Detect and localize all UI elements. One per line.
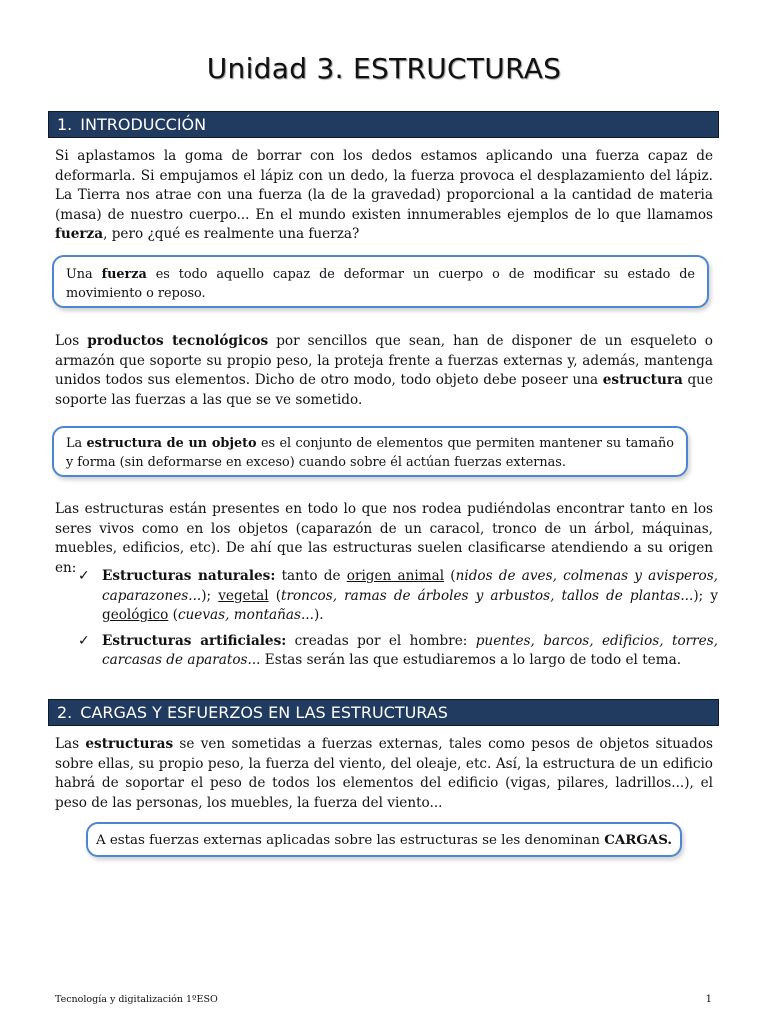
page-title: Unidad 3. ESTRUCTURAS: [206, 52, 562, 85]
text-run: Estas serán las que estudiaremos a lo largo de todo el tema.: [260, 652, 682, 668]
text-run: ); y: [693, 587, 719, 604]
intro-paragraph-1: [55, 147, 713, 245]
section-2-header: [48, 699, 719, 726]
section-1-header: [48, 111, 719, 138]
text-run: Si aplastamos la goma de borrar con los dedos estamos aplicando una fuerza capaz de deformarla. Si empujamos el lápiz con un dedo, la fuerza provoca el desplazamiento del lápiz. La Tierra nos atrae con una fuerza (la de la gravedad) proporcional a la cantidad de materia (masa) de nuestro cuerpo... En el mundo existen innumerables ejemplos de lo que llamamos: [55, 148, 713, 223]
bold-term: Estructuras artificiales:: [102, 632, 287, 649]
text-run: (: [168, 607, 178, 623]
bold-term: fuerza: [101, 267, 147, 282]
bold-term: CARGAS.: [604, 832, 673, 848]
italic-examples: puentes, barcos, edificios, torres, carcasas de aparatos...: [102, 632, 718, 668]
text-run: Los: [55, 333, 88, 349]
checkmark-icon: ✓: [78, 568, 90, 584]
text-run: creadas por el hombre:: [286, 632, 476, 649]
bold-term: Estructuras naturales:: [102, 568, 276, 584]
text-run: por sencillos que sean, han de disponer de un esqueleto o armazón que soporte su propio peso, la proteja frente a fuerzas externas y, además, mantenga unidos todos sus elementos. Dicho de otro modo, todo objeto debe poseer una: [55, 333, 713, 388]
text-run: (: [444, 568, 456, 584]
text-run: que soporte las fuerzas a las que se ve sometido.: [55, 372, 713, 408]
italic-examples: cuevas, montañas...: [177, 607, 314, 623]
definition-box-fuerza: [52, 255, 709, 308]
definition-box-estructura: [52, 426, 688, 477]
definition-box-cargas: [86, 822, 682, 857]
intro-paragraph-3: Las estructuras están presentes en todo lo que nos rodea pudiéndolas encontrar tanto en los seres vivos como en los objetos (caparazón de un caracol, tronco de un árbol, máquinas, muebles, edificios, etc). De ahí que las estructuras suelen clasificarse atendiendo a su origen en:: [55, 501, 713, 576]
structure-types-list: [78, 567, 718, 671]
list-item-natural: [78, 567, 718, 626]
bold-term: estructuras: [85, 736, 174, 752]
text-run: A estas fuerzas externas aplicadas sobre las estructuras se les denominan: [95, 833, 605, 848]
checkmark-icon: ✓: [78, 632, 90, 649]
text-run: (: [268, 587, 282, 604]
bold-term: fuerza: [55, 226, 104, 242]
section-1-number: 1.: [57, 115, 73, 134]
text-run: se ven sometidas a fuerzas externas, tales como pesos de objetos situados sobre ellas, su propio peso, la fuerza del viento, del oleaje, etc. Así, la estructura de un edificio habrá de soportar el peso de todos los elementos del edificio (vigas, pilares, ladrillos...), el peso de las personas, los muebles, la fuerza del viento...: [55, 736, 713, 811]
intro-paragraph-2: [55, 332, 713, 410]
underlined-term: vegetal: [218, 587, 269, 604]
bold-term: estructura de un objeto: [86, 436, 257, 451]
section-2-number: 2.: [57, 703, 73, 722]
text-run: ).: [313, 607, 324, 623]
list-item-artificial: [78, 632, 718, 671]
text-run: La: [66, 436, 87, 451]
footer-course-label: Tecnología y digitalización 1ºESO: [55, 994, 218, 1005]
text-run: es el conjunto de elementos que permiten mantener su tamaño y forma (sin deformarse en exceso) cuando sobre él actúan fuerzas externas.: [66, 436, 675, 470]
text-run: );: [201, 587, 219, 604]
section-1-title: INTRODUCCIÓN: [80, 115, 207, 134]
bold-term: estructura: [602, 372, 683, 388]
text-run: Las: [55, 736, 86, 752]
italic-examples: troncos, ramas de árboles y arbustos, tallos de plantas...: [281, 587, 694, 604]
footer-page-number: 1: [705, 994, 712, 1005]
cargas-paragraph: [55, 735, 713, 813]
text-run: Una: [66, 267, 102, 282]
text-run: , pero ¿qué es realmente una fuerza?: [103, 226, 360, 242]
text-run: es todo aquello capaz de deformar un cuerpo o de modificar su estado de movimiento o reposo.: [66, 267, 695, 301]
underlined-term: origen animal: [346, 568, 445, 584]
bold-term: productos tecnológicos: [87, 333, 269, 349]
section-2-title: CARGAS Y ESFUERZOS EN LAS ESTRUCTURAS: [80, 703, 448, 722]
underlined-term: geológico: [102, 607, 169, 623]
italic-examples: nidos de aves, colmenas y avisperos, caparazones...: [102, 568, 719, 604]
text-run: tanto de: [275, 568, 347, 584]
